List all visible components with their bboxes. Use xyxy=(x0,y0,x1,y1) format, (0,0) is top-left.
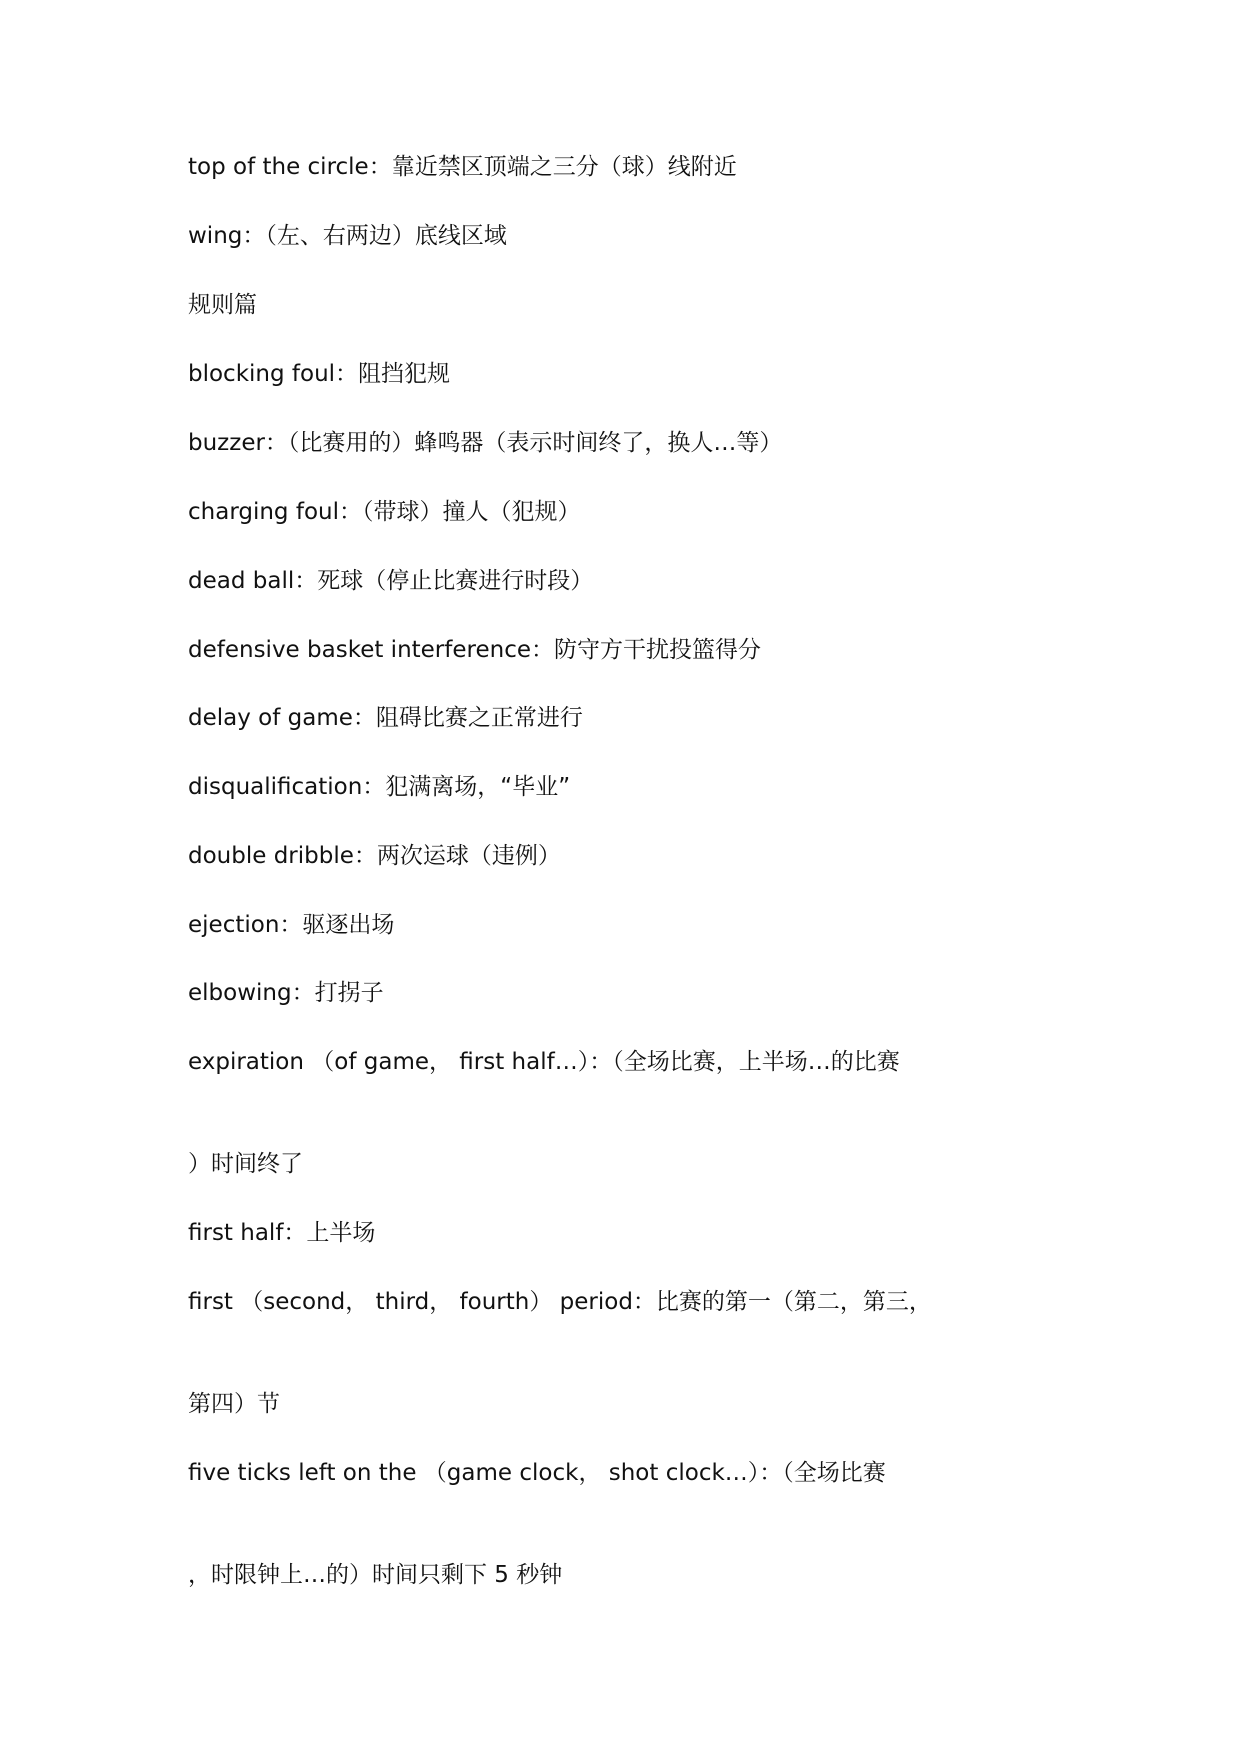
text-line: ，时限钟上…的）时间只剩下 5 秒钟 xyxy=(188,1562,563,1588)
text-line: disqualification：犯满离场，“毕业” xyxy=(188,774,571,800)
text-line: ejection：驱逐出场 xyxy=(188,912,395,938)
section-heading: 规则篇 xyxy=(188,292,257,318)
text-line: top of the circle：靠近禁区顶端之三分（球）线附近 xyxy=(188,154,737,180)
text-line: elbowing：打拐子 xyxy=(188,980,384,1006)
text-line: delay of game：阻碍比赛之正常进行 xyxy=(188,705,583,731)
text-line: dead ball：死球（停止比赛进行时段） xyxy=(188,568,594,594)
text-line: blocking foul：阻挡犯规 xyxy=(188,361,451,387)
text-line: five ticks left on the （game clock， shot clock…）：（全场比赛 xyxy=(188,1460,886,1486)
text-line: expiration （of game， first half…）：（全场比赛，上半场…的比赛 xyxy=(188,1049,900,1075)
text-line: charging foul：（带球）撞人（犯规） xyxy=(188,499,581,525)
text-line: 第四）节 xyxy=(188,1391,280,1417)
text-line: first （second， third， fourth） period：比赛的第一（第二，第三， xyxy=(188,1289,932,1315)
text-line: wing：（左、右两边）底线区域 xyxy=(188,223,507,249)
text-line: ）时间终了 xyxy=(188,1151,303,1177)
text-line: first half：上半场 xyxy=(188,1220,376,1246)
text-line: double dribble：两次运球（违例） xyxy=(188,843,561,869)
text-line: defensive basket interference：防守方干扰投篮得分 xyxy=(188,637,761,663)
text-line: buzzer：（比赛用的）蜂鸣器（表示时间终了，换人…等） xyxy=(188,430,783,456)
